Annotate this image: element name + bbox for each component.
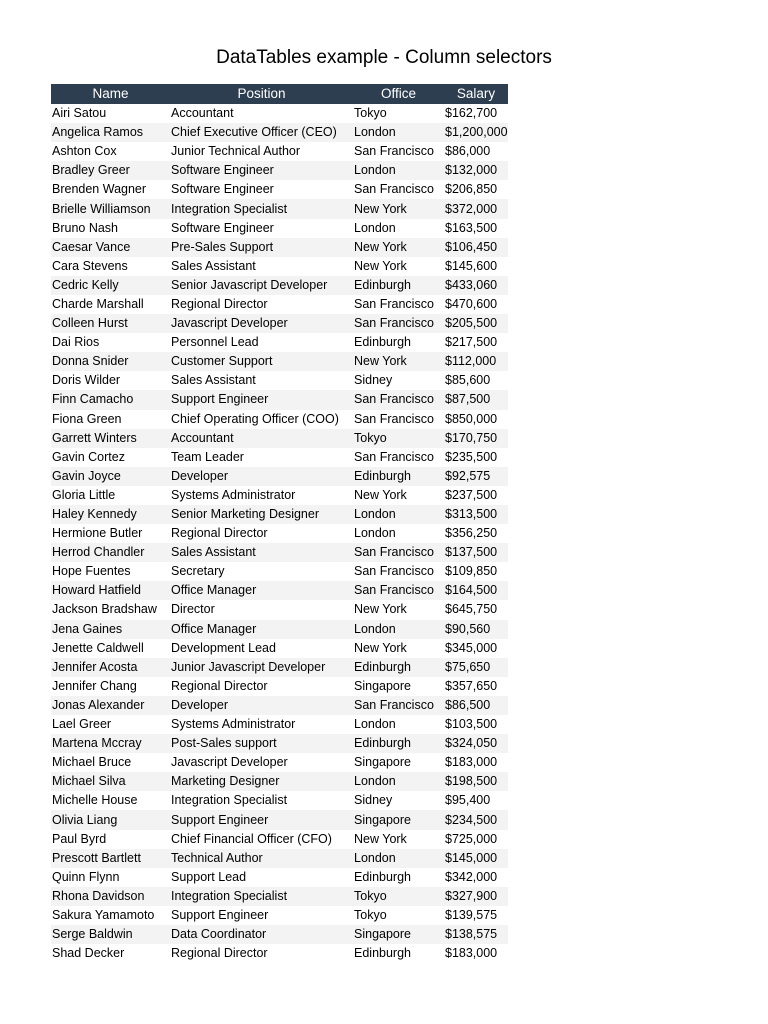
cell-office: Edinburgh xyxy=(354,869,411,884)
table-row xyxy=(51,639,508,658)
cell-position: Post-Sales support xyxy=(170,734,353,753)
table-row xyxy=(51,142,508,161)
cell-office: San Francisco xyxy=(354,411,434,426)
cell-position: Support Engineer xyxy=(171,907,269,922)
cell-salary: $850,000 xyxy=(445,411,498,426)
cell-name: Michelle House xyxy=(52,793,138,808)
table-row xyxy=(51,830,508,849)
cell-office: San Francisco xyxy=(354,144,434,159)
cell-salary: $103,500 xyxy=(445,717,498,732)
cell-salary: $234,500 xyxy=(444,810,508,829)
table-row xyxy=(51,295,508,314)
table-row xyxy=(51,104,508,123)
cell-office: London xyxy=(354,526,396,541)
cell-name: Paul Byrd xyxy=(52,831,107,846)
cell-office: Tokyo xyxy=(353,887,444,906)
cell-name: Finn Camacho xyxy=(51,390,170,409)
cell-office: New York xyxy=(354,258,407,273)
table-row xyxy=(51,734,508,753)
cell-position: Javascript Developer xyxy=(170,314,353,333)
cell-position: Regional Director xyxy=(171,946,268,961)
cell-salary: $237,500 xyxy=(445,487,498,502)
cell-salary: $205,500 xyxy=(444,314,508,333)
cell-name: Fiona Green xyxy=(52,411,122,426)
cell-position: Regional Director xyxy=(171,678,268,693)
table-row xyxy=(51,276,508,295)
cell-salary: $75,650 xyxy=(444,658,508,677)
cell-name: Martena Mccray xyxy=(51,734,170,753)
cell-name: Cedric Kelly xyxy=(51,276,170,295)
cell-position: Office Manager xyxy=(170,581,353,600)
table-row xyxy=(51,620,508,639)
table-row xyxy=(51,944,508,963)
cell-office: New York xyxy=(354,831,407,846)
cell-position: Regional Director xyxy=(171,296,268,311)
cell-position: Marketing Designer xyxy=(170,772,353,791)
cell-office: London xyxy=(353,123,444,142)
cell-salary: $164,500 xyxy=(444,581,508,600)
cell-name: Jenette Caldwell xyxy=(52,640,144,655)
cell-name: Garrett Winters xyxy=(51,429,170,448)
cell-office: New York xyxy=(353,238,444,257)
cell-position: Accountant xyxy=(170,429,353,448)
cell-salary: $645,750 xyxy=(445,602,498,617)
cell-name: Quinn Flynn xyxy=(52,869,120,884)
cell-position: Software Engineer xyxy=(171,220,274,235)
cell-salary: $342,000 xyxy=(445,869,498,884)
table-row xyxy=(51,925,508,944)
cell-name: Serge Baldwin xyxy=(51,925,170,944)
table-row xyxy=(51,180,508,199)
table-row xyxy=(51,849,508,868)
table-row xyxy=(51,467,508,486)
cell-office: Singapore xyxy=(354,678,411,693)
cell-salary: $470,600 xyxy=(445,296,498,311)
cell-office: Sidney xyxy=(354,793,393,808)
cell-salary: $90,560 xyxy=(444,620,508,639)
cell-name: Jennifer Chang xyxy=(52,678,137,693)
table-row xyxy=(51,600,508,619)
column-header-name[interactable]: Name xyxy=(51,84,170,104)
cell-name: Jonas Alexander xyxy=(51,696,170,715)
cell-position: Director xyxy=(171,602,215,617)
cell-office: London xyxy=(353,161,444,180)
table-row xyxy=(51,199,508,218)
cell-office: Singapore xyxy=(354,755,411,770)
table-header xyxy=(51,84,508,104)
cell-office: New York xyxy=(353,352,444,371)
cell-position: Integration Specialist xyxy=(171,793,288,808)
cell-position: Development Lead xyxy=(171,640,276,655)
cell-office: San Francisco xyxy=(353,314,444,333)
cell-office: San Francisco xyxy=(353,390,444,409)
table-row xyxy=(51,352,508,371)
cell-salary: $95,400 xyxy=(445,793,491,808)
table-row xyxy=(51,314,508,333)
cell-office: London xyxy=(353,849,444,868)
table-row xyxy=(51,429,508,448)
table-row xyxy=(51,524,508,543)
cell-name: Colleen Hurst xyxy=(51,314,170,333)
cell-position: Software Engineer xyxy=(170,161,353,180)
cell-position: Chief Executive Officer (CEO) xyxy=(170,123,353,142)
cell-salary: $313,500 xyxy=(444,505,508,524)
cell-office: Tokyo xyxy=(354,907,387,922)
cell-salary: $145,000 xyxy=(444,849,508,868)
cell-position: Support Engineer xyxy=(170,810,353,829)
cell-salary: $106,450 xyxy=(444,238,508,257)
cell-name: Herrod Chandler xyxy=(51,543,170,562)
cell-office: London xyxy=(353,505,444,524)
cell-salary: $725,000 xyxy=(445,831,498,846)
cell-office: London xyxy=(354,220,396,235)
table-row xyxy=(51,696,508,715)
cell-office: San Francisco xyxy=(353,696,444,715)
cell-name: Gloria Little xyxy=(52,487,116,502)
cell-name: Prescott Bartlett xyxy=(51,849,170,868)
table-row xyxy=(51,238,508,257)
table-row xyxy=(51,581,508,600)
cell-salary: $356,250 xyxy=(445,526,498,541)
table-row xyxy=(51,257,508,276)
table-row xyxy=(51,371,508,390)
cell-name: Charde Marshall xyxy=(52,296,144,311)
cell-position: Senior Javascript Developer xyxy=(170,276,353,295)
cell-salary: $92,575 xyxy=(444,467,508,486)
cell-salary: $86,500 xyxy=(444,696,508,715)
cell-office: Sidney xyxy=(354,373,393,388)
cell-name: Lael Greer xyxy=(52,717,112,732)
cell-position: Office Manager xyxy=(170,620,353,639)
cell-position: Software Engineer xyxy=(171,182,274,197)
cell-salary: $112,000 xyxy=(444,352,508,371)
data-table xyxy=(51,84,508,963)
table-row xyxy=(51,906,508,925)
table-row xyxy=(51,448,508,467)
table-row xyxy=(51,410,508,429)
cell-salary: $345,000 xyxy=(445,640,498,655)
cell-office: London xyxy=(353,772,444,791)
cell-position: Chief Financial Officer (CFO) xyxy=(171,831,332,846)
cell-name: Gavin Joyce xyxy=(51,467,170,486)
cell-office: San Francisco xyxy=(354,296,434,311)
cell-name: Dai Rios xyxy=(52,335,100,350)
cell-salary: $87,500 xyxy=(444,390,508,409)
cell-salary: $206,850 xyxy=(445,182,498,197)
cell-name: Michael Silva xyxy=(51,772,170,791)
cell-salary: $170,750 xyxy=(444,429,508,448)
cell-name: Howard Hatfield xyxy=(51,581,170,600)
data-table-container xyxy=(51,84,508,963)
cell-office: New York xyxy=(354,487,407,502)
cell-office: Edinburgh xyxy=(354,335,411,350)
cell-salary: $327,900 xyxy=(444,887,508,906)
table-row xyxy=(51,486,508,505)
cell-name: Jena Gaines xyxy=(51,620,170,639)
table-row xyxy=(51,772,508,791)
cell-name: Bradley Greer xyxy=(51,161,170,180)
cell-position: Chief Operating Officer (COO) xyxy=(171,411,339,426)
cell-name: Michael Bruce xyxy=(52,755,132,770)
table-row xyxy=(51,562,508,581)
cell-position: Support Engineer xyxy=(170,390,353,409)
cell-name: Jennifer Acosta xyxy=(51,658,170,677)
cell-salary: $324,050 xyxy=(444,734,508,753)
cell-salary: $163,500 xyxy=(445,220,498,235)
cell-position: Systems Administrator xyxy=(171,717,296,732)
cell-position: Regional Director xyxy=(171,526,268,541)
cell-name: Brielle Williamson xyxy=(51,199,170,218)
cell-position: Integration Specialist xyxy=(170,199,353,218)
cell-position: Customer Support xyxy=(170,352,353,371)
cell-position: Technical Author xyxy=(170,849,353,868)
cell-position: Personnel Lead xyxy=(171,335,259,350)
cell-salary: $217,500 xyxy=(445,335,498,350)
cell-salary: $137,500 xyxy=(444,543,508,562)
table-row xyxy=(51,123,508,142)
cell-office: San Francisco xyxy=(354,449,434,464)
cell-name: Rhona Davidson xyxy=(51,887,170,906)
cell-salary: $85,600 xyxy=(445,373,491,388)
cell-position: Pre-Sales Support xyxy=(170,238,353,257)
cell-position: Support Lead xyxy=(171,869,247,884)
cell-name: Caesar Vance xyxy=(51,238,170,257)
cell-position: Junior Technical Author xyxy=(171,144,301,159)
table-row xyxy=(51,868,508,887)
cell-office: Singapore xyxy=(353,925,444,944)
table-row xyxy=(51,658,508,677)
table-row xyxy=(51,543,508,562)
cell-salary: $145,600 xyxy=(445,258,498,273)
cell-salary: $433,060 xyxy=(444,276,508,295)
cell-position: Sales Assistant xyxy=(171,373,256,388)
table-row xyxy=(51,715,508,734)
cell-office: New York xyxy=(353,199,444,218)
cell-salary: $183,000 xyxy=(445,755,498,770)
cell-salary: $372,000 xyxy=(444,199,508,218)
cell-position: Sales Assistant xyxy=(170,543,353,562)
cell-salary: $357,650 xyxy=(445,678,498,693)
cell-name: Donna Snider xyxy=(51,352,170,371)
cell-office: Edinburgh xyxy=(353,658,444,677)
cell-salary: $183,000 xyxy=(445,946,498,961)
table-row xyxy=(51,810,508,829)
column-header-position[interactable]: Position xyxy=(170,84,353,104)
cell-office: San Francisco xyxy=(353,543,444,562)
cell-name: Hope Fuentes xyxy=(52,564,131,579)
cell-position: Data Coordinator xyxy=(170,925,353,944)
cell-position: Sales Assistant xyxy=(171,258,256,273)
cell-office: London xyxy=(354,717,396,732)
cell-office: New York xyxy=(354,602,407,617)
cell-office: San Francisco xyxy=(353,581,444,600)
cell-office: Edinburgh xyxy=(353,467,444,486)
cell-office: Tokyo xyxy=(354,106,387,121)
cell-office: Edinburgh xyxy=(353,276,444,295)
cell-position: Systems Administrator xyxy=(171,487,296,502)
cell-name: Jackson Bradshaw xyxy=(52,602,157,617)
cell-office: London xyxy=(353,620,444,639)
cell-salary: $139,575 xyxy=(445,907,498,922)
cell-office: Singapore xyxy=(353,810,444,829)
cell-position: Senior Marketing Designer xyxy=(170,505,353,524)
cell-name: Bruno Nash xyxy=(52,220,119,235)
cell-office: San Francisco xyxy=(354,564,434,579)
cell-position: Secretary xyxy=(171,564,225,579)
cell-name: Brenden Wagner xyxy=(52,182,147,197)
cell-position: Developer xyxy=(170,467,353,486)
cell-position: Developer xyxy=(170,696,353,715)
cell-name: Doris Wilder xyxy=(52,373,121,388)
table-row xyxy=(51,887,508,906)
cell-position: Team Leader xyxy=(171,449,244,464)
cell-office: Edinburgh xyxy=(354,946,411,961)
cell-name: Gavin Cortez xyxy=(52,449,125,464)
cell-name: Shad Decker xyxy=(52,946,125,961)
table-row xyxy=(51,161,508,180)
table-row xyxy=(51,505,508,524)
table-row xyxy=(51,753,508,772)
cell-name: Olivia Liang xyxy=(51,810,170,829)
cell-salary: $86,000 xyxy=(445,144,491,159)
cell-office: San Francisco xyxy=(354,182,434,197)
cell-name: Hermione Butler xyxy=(52,526,143,541)
cell-name: Sakura Yamamoto xyxy=(52,907,155,922)
cell-salary: $109,850 xyxy=(445,564,498,579)
cell-name: Cara Stevens xyxy=(52,258,128,273)
column-header-office[interactable]: Office xyxy=(353,84,444,104)
table-body xyxy=(51,104,508,963)
cell-position: Junior Javascript Developer xyxy=(170,658,353,677)
cell-salary: $132,000 xyxy=(444,161,508,180)
cell-office: New York xyxy=(354,640,407,655)
cell-office: Edinburgh xyxy=(353,734,444,753)
column-header-salary[interactable]: Salary xyxy=(444,84,508,104)
cell-salary: $138,575 xyxy=(444,925,508,944)
table-row xyxy=(51,390,508,409)
cell-salary: $1,200,000 xyxy=(444,123,508,142)
cell-name: Haley Kennedy xyxy=(51,505,170,524)
cell-position: Javascript Developer xyxy=(171,755,288,770)
cell-name: Angelica Ramos xyxy=(51,123,170,142)
cell-name: Ashton Cox xyxy=(52,144,117,159)
page-title: DataTables example - Column selectors xyxy=(216,47,552,68)
cell-salary: $235,500 xyxy=(445,449,498,464)
table-row xyxy=(51,677,508,696)
header-row xyxy=(51,84,508,104)
cell-position: Integration Specialist xyxy=(170,887,353,906)
table-row xyxy=(51,791,508,810)
table-row xyxy=(51,333,508,352)
cell-salary: $198,500 xyxy=(444,772,508,791)
cell-name: Airi Satou xyxy=(52,106,107,121)
table-row xyxy=(51,219,508,238)
cell-office: Tokyo xyxy=(353,429,444,448)
cell-position: Accountant xyxy=(171,106,234,121)
cell-salary: $162,700 xyxy=(445,106,498,121)
